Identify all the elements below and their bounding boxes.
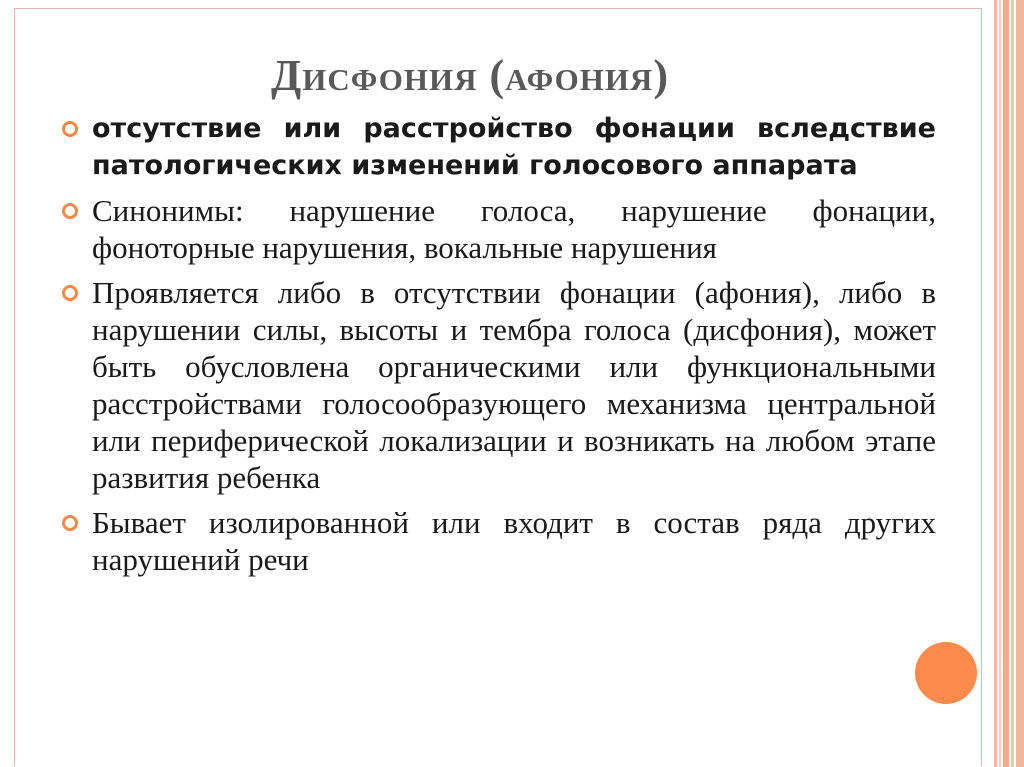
decorative-circle	[915, 642, 977, 704]
bullet-item	[60, 110, 936, 184]
slide-title: Дисфония (афония)	[271, 51, 669, 100]
bullet-list	[60, 110, 936, 586]
bullet-item	[60, 192, 936, 266]
stripe	[1011, 0, 1014, 767]
stripe	[994, 0, 997, 767]
bullet-text: отсутствие или расстройство фонации вследствие патологических изменений голосового аппарата	[92, 113, 936, 181]
stripe	[1016, 0, 1024, 767]
bullet-ring-icon	[62, 285, 78, 301]
stripe	[1003, 0, 1009, 767]
bullet-text: Синонимы: нарушение голоса, нарушение фонации, фоноторные нарушения, вокальные нарушения	[92, 193, 936, 265]
bullet-ring-icon	[62, 515, 78, 531]
bullet-ring-icon	[62, 203, 78, 219]
bullet-item	[60, 504, 936, 578]
bullet-item	[60, 274, 936, 496]
decorative-stripes	[994, 0, 1024, 767]
bullet-text: Проявляется либо в отсутствии фонации (афония), либо в нарушении силы, высоты и тембра голоса (дисфония), может быть обусловлена органическими или функциональными расстройствами голосообразующего механизма центральной или периферической локализации и возникать на любом этапе развития ребенка	[92, 275, 936, 495]
bullet-text: Бывает изолированной или входит в состав ряда других нарушений речи	[92, 505, 936, 577]
stripe	[999, 0, 1001, 767]
bullet-ring-icon	[62, 121, 78, 137]
